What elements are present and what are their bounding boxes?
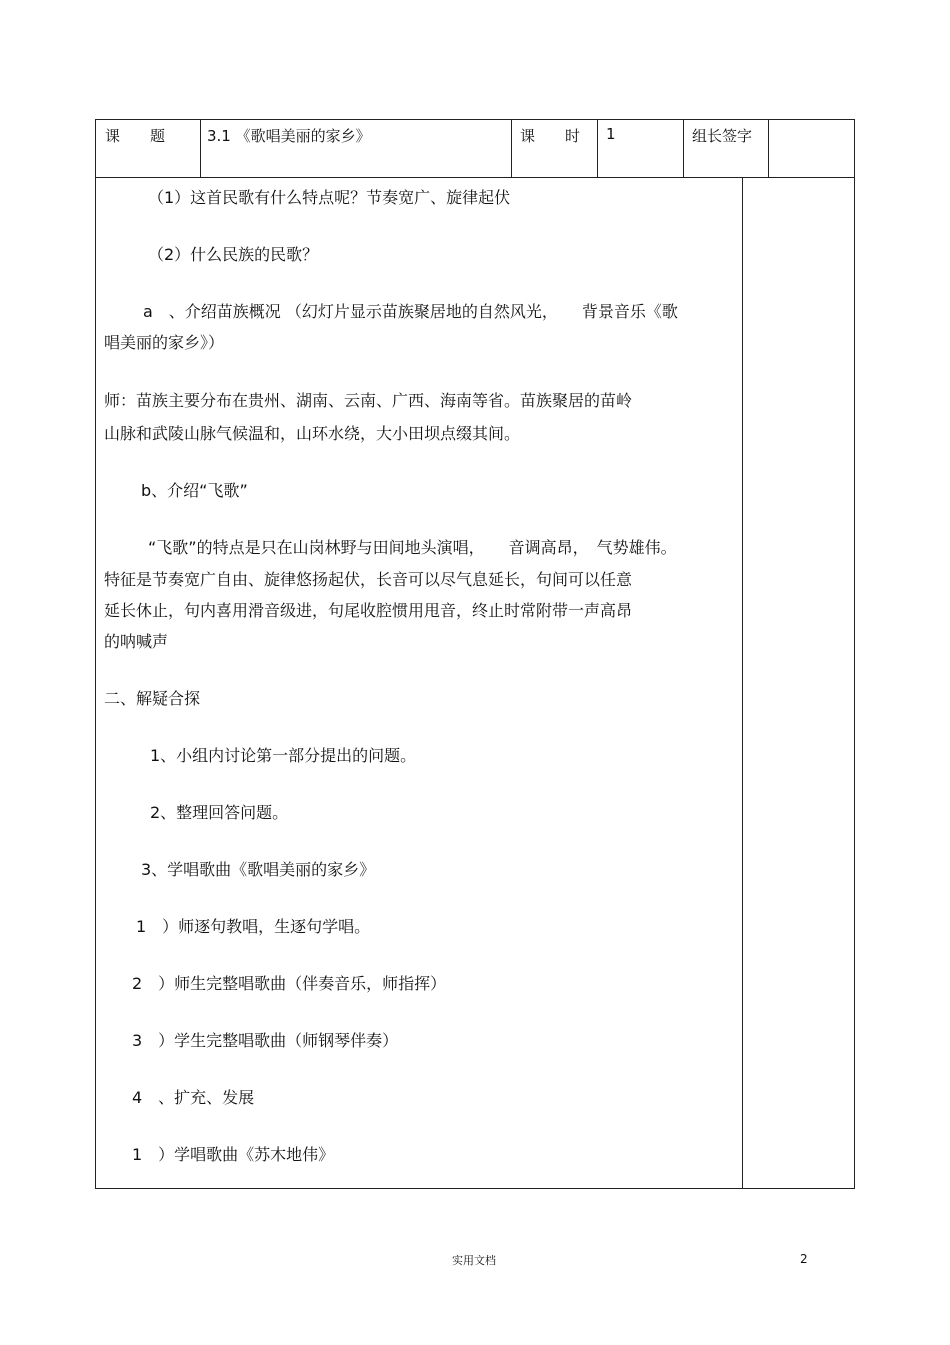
body-line: 山脉和武陵山脉气候温和，山环水绕，大小田坝点缀其间。	[104, 424, 521, 443]
hours-label: 课 时	[520, 127, 581, 145]
body-line: 1、小组内讨论第一部分提出的问题。	[150, 746, 417, 765]
body-line: （1）这首民歌有什么特点呢？节奏宽广、旋律起伏	[148, 188, 511, 207]
header-col-divider-1	[200, 119, 201, 177]
hours-value: 1	[606, 125, 616, 143]
topic-label: 课 题	[105, 127, 166, 145]
body-line: （2）什么民族的民歌？	[148, 245, 319, 264]
header-col-divider-3	[597, 119, 598, 177]
body-line: b、介绍“飞歌”	[141, 481, 248, 500]
header-row-divider	[95, 177, 855, 178]
section-heading: 二、解疑合探	[104, 689, 201, 708]
body-line: 1 ）学唱歌曲《苏木地伟》	[132, 1145, 335, 1164]
header-col-divider-5	[768, 119, 769, 177]
body-side-column-divider	[742, 177, 743, 1189]
body-line: 延长休止，句内喜用滑音级进，句尾收腔惯用甩音，终止时常附带一声高昂	[104, 601, 633, 620]
body-line: a 、介绍苗族概况 （幻灯片显示苗族聚居地的自然风光， 背景音乐《歌	[143, 302, 678, 321]
body-line: 特征是节奏宽广自由、旋律悠扬起伏，长音可以尽气息延长，句间可以任意	[104, 570, 633, 589]
body-line: “飞歌”的特点是只在山岗林野与田间地头演唱， 音调高昂， 气势雄伟。	[148, 538, 677, 557]
footer-label: 实用文档	[452, 1254, 496, 1267]
body-line: 的呐喊声	[104, 632, 169, 651]
body-line: 师：苗族主要分布在贵州、湖南、云南、广西、海南等省。苗族聚居的苗岭	[104, 391, 633, 410]
header-col-divider-2	[511, 119, 512, 177]
body-line: 3、学唱歌曲《歌唱美丽的家乡》	[141, 860, 376, 879]
body-line: 3 ）学生完整唱歌曲（师钢琴伴奏）	[132, 1031, 399, 1050]
page-number: 2	[800, 1252, 808, 1266]
sign-label: 组长签字	[692, 127, 753, 145]
body-line: 4 、扩充、发展	[132, 1088, 255, 1107]
topic-value: 3.1 《歌唱美丽的家乡》	[207, 127, 371, 145]
body-line: 2、整理回答问题。	[150, 803, 289, 822]
header-col-divider-4	[683, 119, 684, 177]
body-line: 2 ）师生完整唱歌曲（伴奏音乐，师指挥）	[132, 974, 447, 993]
body-line: 1 ）师逐句教唱，生逐句学唱。	[136, 917, 371, 936]
body-line: 唱美丽的家乡》）	[104, 333, 225, 352]
